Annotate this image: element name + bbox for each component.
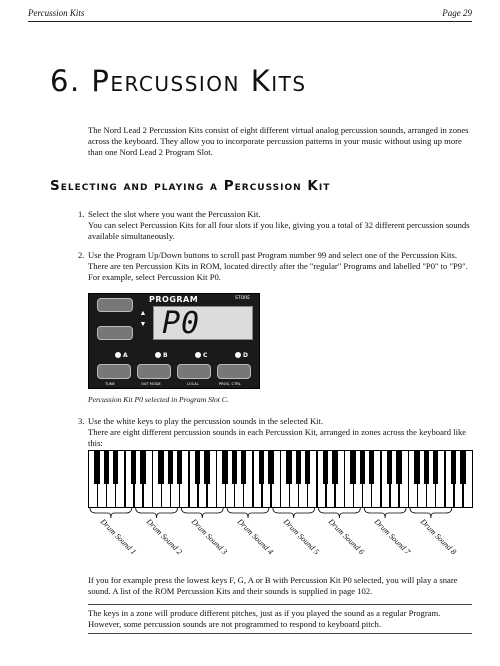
black-key: [323, 450, 328, 484]
zone-bracket: [90, 508, 132, 518]
slot-led-b: B: [155, 352, 168, 359]
step-2: [78, 250, 470, 283]
black-key: [94, 450, 99, 484]
black-key: [241, 450, 246, 484]
intro-paragraph: The Nord Lead 2 Percussion Kits consist of eight different virtual analog percussion sounds, arranged in zones across the keyboard. They allow you to incorporate percussion patterns in your music without using up more than one Nord Lead 2 Program Slot.: [88, 125, 469, 157]
header-section-name: Percussion Kits: [28, 8, 85, 18]
black-key: [350, 450, 355, 484]
panel-bottom-labels: [89, 382, 261, 388]
drum-sound-label: Drum Sound 5: [281, 517, 321, 557]
black-key: [305, 450, 310, 484]
section-title: Selecting and playing a Percussion Kit: [50, 178, 331, 194]
drum-sound-label: Drum Sound 4: [235, 517, 276, 557]
drum-sound-label: Drum Sound 2: [144, 517, 184, 557]
step-body: You can select Percussion Kits for all four slots if you like, giving you a total of 32 different percussion sounds available simultaneously.: [88, 220, 470, 241]
note-box: The keys in a zone will produce different pitches, just as if you played the sound as a regular Program. However, some percussion sounds are not programmed to respond to keyboard pitch.: [88, 604, 472, 634]
slot-button-c: [177, 364, 211, 379]
black-key: [195, 450, 200, 484]
black-key: [296, 450, 301, 484]
step-title: Use the Program Up/Down buttons to scroll past Program number 99 and select one of the Percussion Kits.: [88, 250, 457, 260]
black-key: [104, 450, 109, 484]
zone-bracket: [227, 508, 269, 518]
drum-sound-label: Drum Sound 7: [372, 517, 413, 557]
zone-bracket: [181, 508, 223, 518]
black-key: [396, 450, 401, 484]
black-key: [451, 450, 456, 484]
chapter-title: 6. Percussion Kits: [50, 64, 307, 98]
black-key: [268, 450, 273, 484]
black-key: [204, 450, 209, 484]
drum-sound-label: Drum Sound 8: [418, 517, 458, 557]
black-key: [414, 450, 419, 484]
black-key: [168, 450, 173, 484]
led-icon: [195, 352, 201, 358]
step-number: 1.: [78, 209, 85, 219]
black-key: [433, 450, 438, 484]
black-key: [387, 450, 392, 484]
step-title: Use the white keys to play the percussion sounds in the selected Kit.: [88, 416, 324, 426]
zone-bracket: [410, 508, 452, 518]
page-header: [28, 6, 472, 22]
program-panel-figure: [88, 293, 260, 389]
led-icon: [115, 352, 121, 358]
tune-label: TUNE: [105, 382, 115, 386]
program-display-value: P0: [162, 306, 201, 341]
zone-bracket: [319, 508, 361, 518]
keyboard-diagram: [88, 450, 472, 508]
program-display: [153, 306, 253, 340]
slot-led-a: A: [115, 352, 128, 359]
store-label: STORE: [235, 296, 251, 301]
arrow-down-icon: ▼: [139, 320, 147, 328]
out-mode-label: OUT MODE: [141, 382, 161, 386]
black-key: [332, 450, 337, 484]
black-key: [259, 450, 264, 484]
led-icon: [235, 352, 241, 358]
black-key: [222, 450, 227, 484]
black-key: [360, 450, 365, 484]
step-body: There are eight different percussion sounds in each Percussion Kit, arranged in zones across the keyboard like this:: [88, 427, 467, 448]
slot-leds: [89, 352, 261, 362]
drum-sound-label: Drum Sound 3: [189, 517, 230, 557]
black-key: [158, 450, 163, 484]
black-key: [131, 450, 136, 484]
drum-sound-label: Drum Sound 1: [98, 517, 138, 557]
header-page-number: Page 29: [442, 8, 472, 18]
step-body: There are ten Percussion Kits in ROM, located directly after the "regular" Programs and labelled "P0" to "P9". For example, select Percussion Kit P0.: [88, 261, 468, 282]
prog-ctrl-label: PROG. CTRL: [219, 382, 241, 386]
arrow-up-icon: ▲: [139, 309, 147, 317]
step-1: [78, 209, 470, 242]
black-key: [177, 450, 182, 484]
step-number: 2.: [78, 250, 85, 260]
black-key: [460, 450, 465, 484]
zone-bracket: [364, 508, 406, 518]
zone-bracket: [273, 508, 315, 518]
store-button: [97, 298, 133, 312]
slot-button-d: [217, 364, 251, 379]
step-3: [78, 416, 470, 449]
program-label: PROGRAM: [149, 295, 199, 304]
local-label: LOCAL: [187, 382, 199, 386]
black-key: [140, 450, 145, 484]
led-icon: [155, 352, 161, 358]
slot-led-d: D: [235, 352, 248, 359]
example-paragraph: If you for example press the lowest keys F, G, A or B with Percussion Kit P0 selected, you will play a snare sound. A list of the ROM Percussion Kits and their sounds is supplied in page 102.: [88, 575, 458, 596]
step-title: Select the slot where you want the Percussion Kit.: [88, 209, 261, 219]
zone-bracket: [136, 508, 178, 518]
black-key: [369, 450, 374, 484]
black-key: [232, 450, 237, 484]
slot-button-a: [97, 364, 131, 379]
black-key: [113, 450, 118, 484]
slot-button-b: [137, 364, 171, 379]
drum-sound-label: Drum Sound 6: [327, 517, 367, 557]
slot-led-c: C: [195, 352, 207, 359]
program-up-down-arrows: [139, 308, 147, 330]
program-button: [97, 326, 133, 340]
figure-caption: Percussion Kit P0 selected in Program Slot C.: [88, 395, 229, 404]
step-number: 3.: [78, 416, 85, 426]
black-key: [424, 450, 429, 484]
black-key: [286, 450, 291, 484]
